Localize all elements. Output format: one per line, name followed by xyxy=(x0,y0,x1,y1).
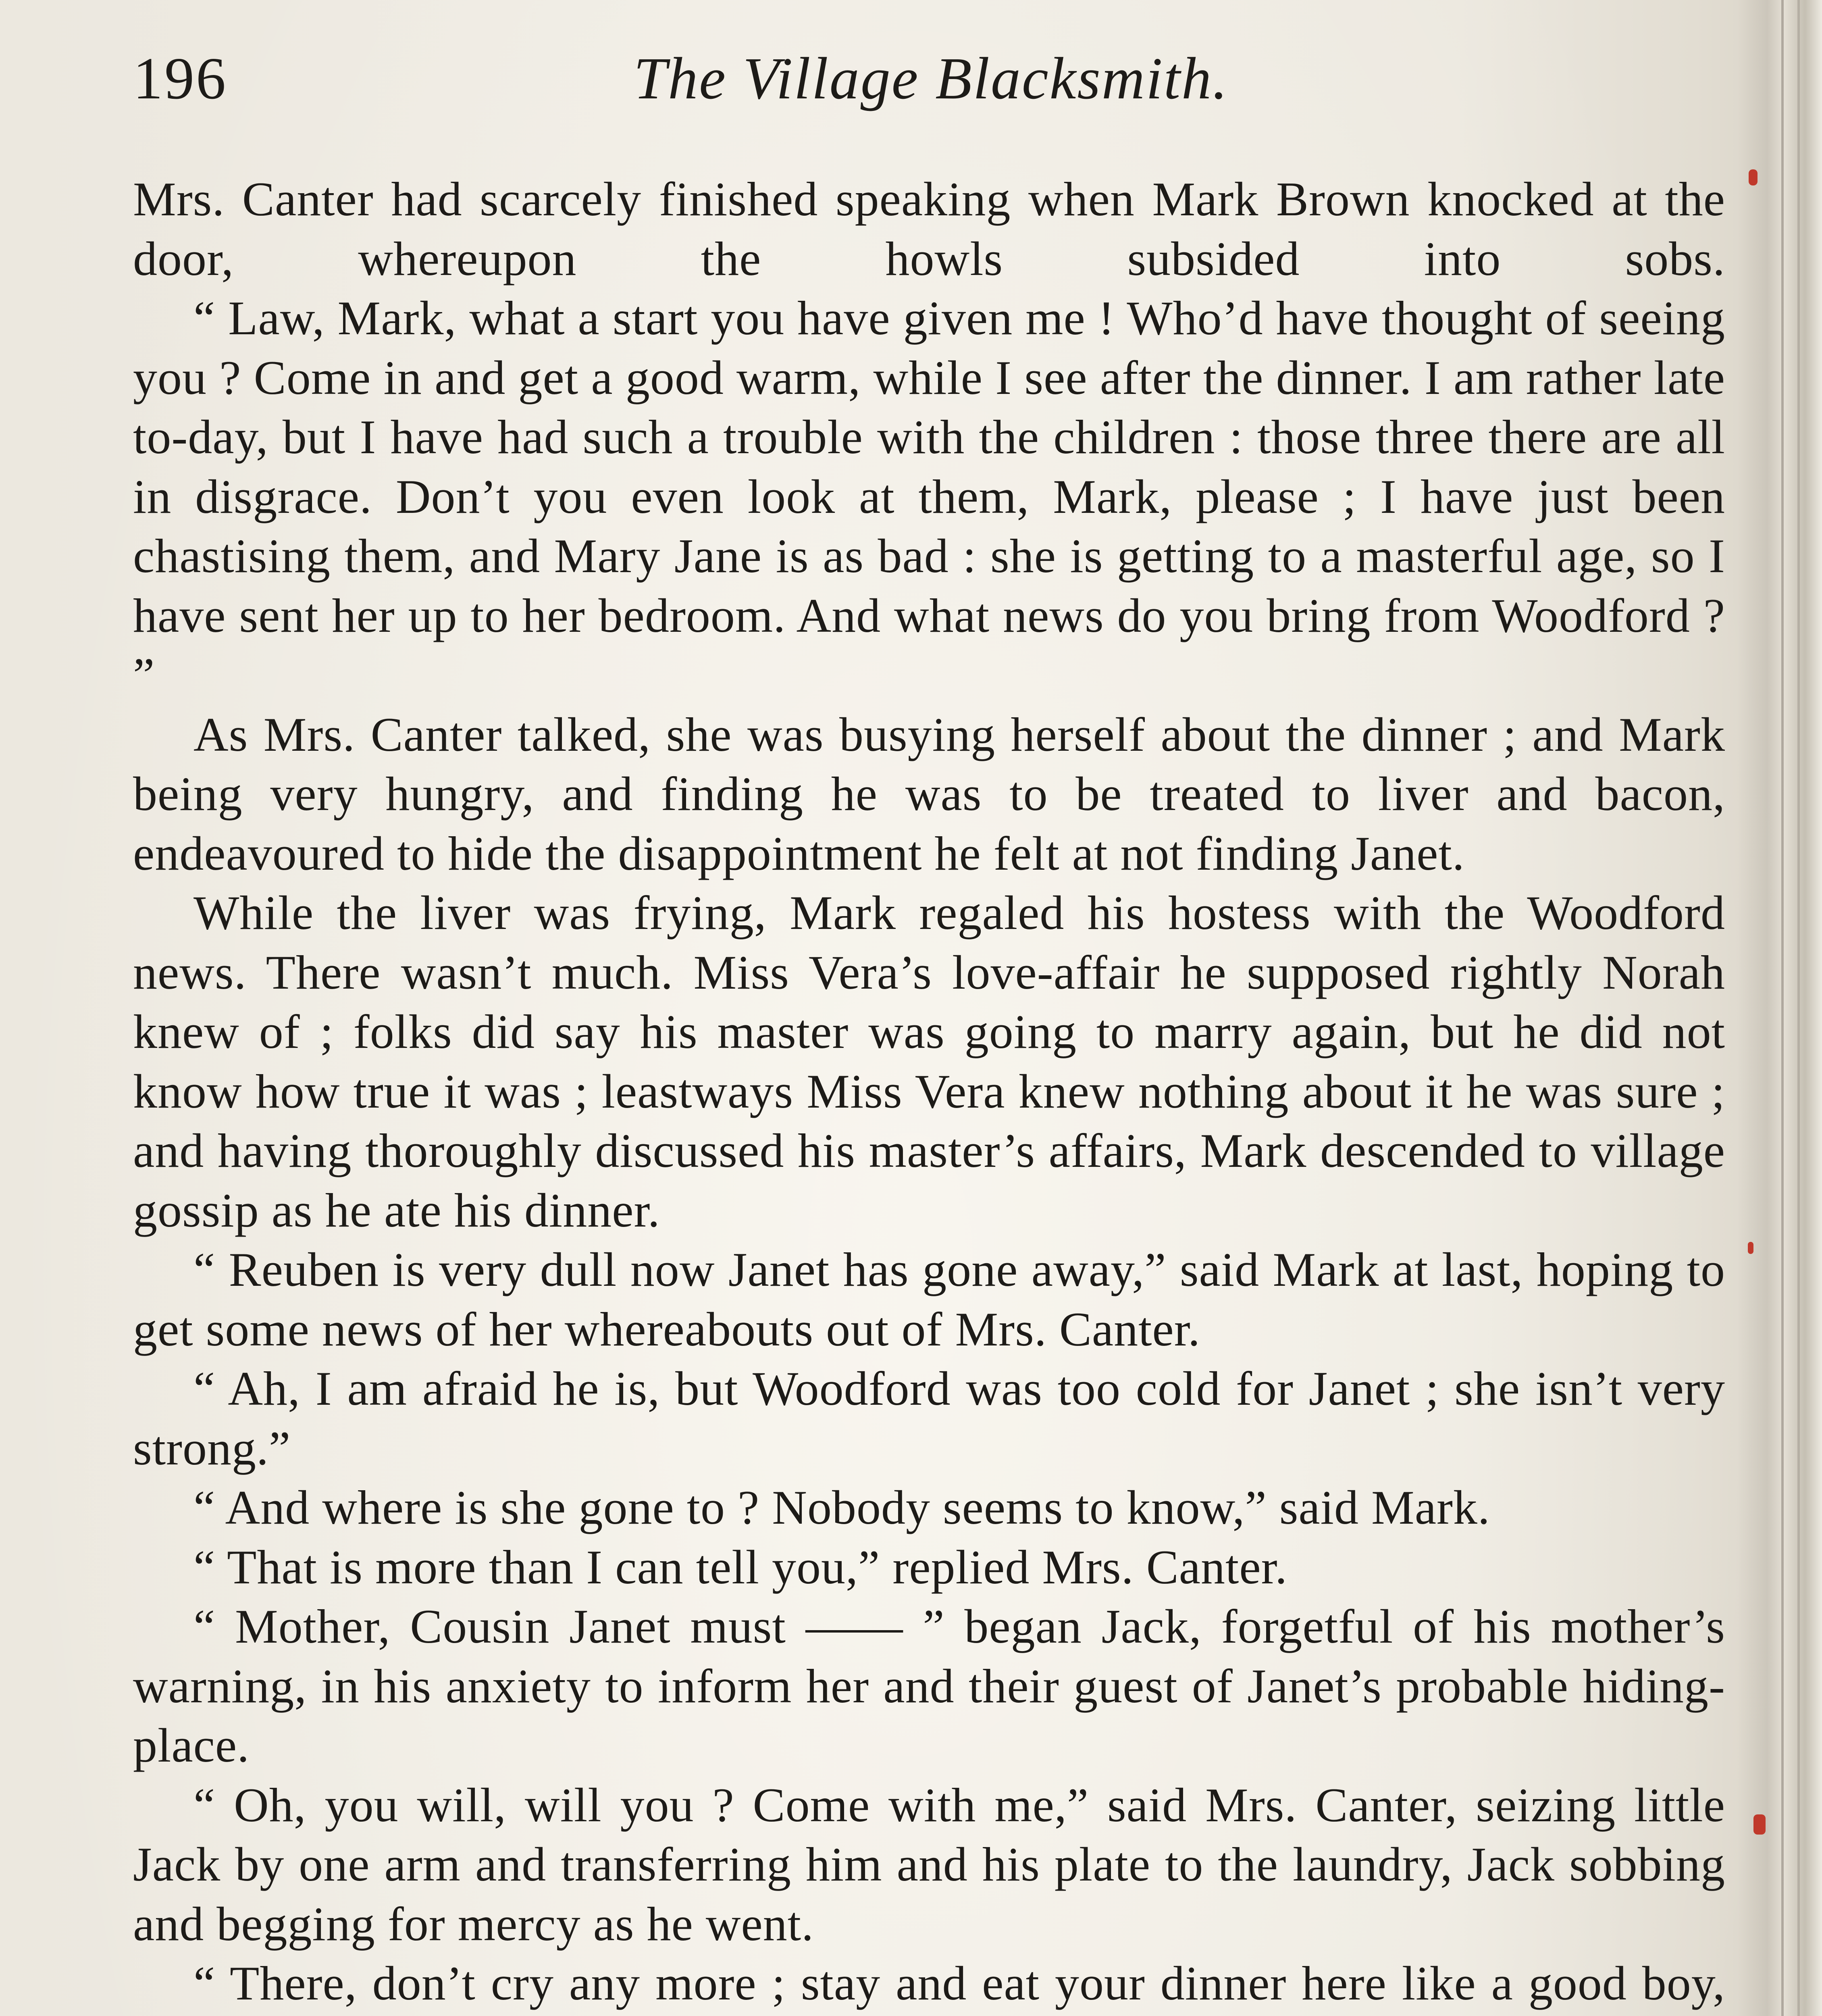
paragraph: “ Law, Mark, what a start you have given me ! Who’d have thought of seeing you ? Come in and get a good warm, while I see after the dinner. I am rather late to-day, but I have had such a trouble with the children : those three there are all in disgrace. Don’t you even look at them, Mark, please ; I have just been chastising them, and Mary Jane is as bad : she is getting to a masterful age, so I have sent her up to her bedroom. And what news do you bring from Woodford ? ” xyxy=(133,291,1725,702)
page-number: 196 xyxy=(133,46,227,112)
body-text xyxy=(133,169,1725,2016)
page-gutter-shadow xyxy=(1737,0,1822,2016)
paragraph: “ That is more than I can tell you,” replied Mrs. Canter. xyxy=(193,1540,1287,1594)
paragraph: While the liver was frying, Mark regaled his hostess with the Woodford news. There wasn’t much. Miss Vera’s love-affair he supposed rightly Norah knew of ; folks did say his master was going to marry again, but he did not know how true it was ; leastways Miss Vera knew nothing about it he was sure ; and having thoroughly discussed his master’s affairs, Mark descended to village gossip as he ate his dinner. xyxy=(133,886,1725,1237)
page-edge-line xyxy=(1781,0,1784,2016)
page-edge-line xyxy=(1797,0,1800,2016)
paragraph: “ Mother, Cousin Janet must —— ” began Jack, forgetful of his mother’s warning, in his anxiety to inform her and their guest of Janet’s probable hiding-place. xyxy=(133,1599,1725,1772)
red-margin-mark xyxy=(1749,169,1758,185)
running-title: The Village Blacksmith. xyxy=(633,46,1229,112)
red-margin-mark xyxy=(1753,1814,1766,1835)
paragraph: Mrs. Canter had scarcely finished speaking when Mark Brown knocked at the door, whereupon the howls subsided into sobs. xyxy=(133,172,1725,285)
paragraph: “ Ah, I am afraid he is, but Woodford was too cold for Janet ; she isn’t very strong.” xyxy=(133,1362,1725,1475)
paragraph: “ There, don’t cry any more ; stay and eat your dinner here like a good boy, xyxy=(193,1956,1725,2010)
paragraph: “ Reuben is very dull now Janet has gone away,” said Mark at last, hoping to get some news of her whereabouts out of Mrs. Canter. xyxy=(133,1243,1725,1356)
page-header xyxy=(133,40,1729,125)
paragraph: “ And where is she gone to ? Nobody seems to know,” said Mark. xyxy=(193,1481,1490,1534)
red-margin-mark xyxy=(1748,1242,1753,1254)
paragraph: “ Oh, you will, will you ? Come with me,” said Mrs. Canter, seizing little Jack by one arm and transferring him and his plate to the laundry, Jack sobbing and begging for mercy as he went. xyxy=(133,1778,1725,1951)
paragraph: As Mrs. Canter talked, she was busying herself about the dinner ; and Mark being very hungry, and finding he was to be treated to liver and bacon, endeavoured to hide the disappointment he felt at not finding Janet. xyxy=(133,707,1725,880)
